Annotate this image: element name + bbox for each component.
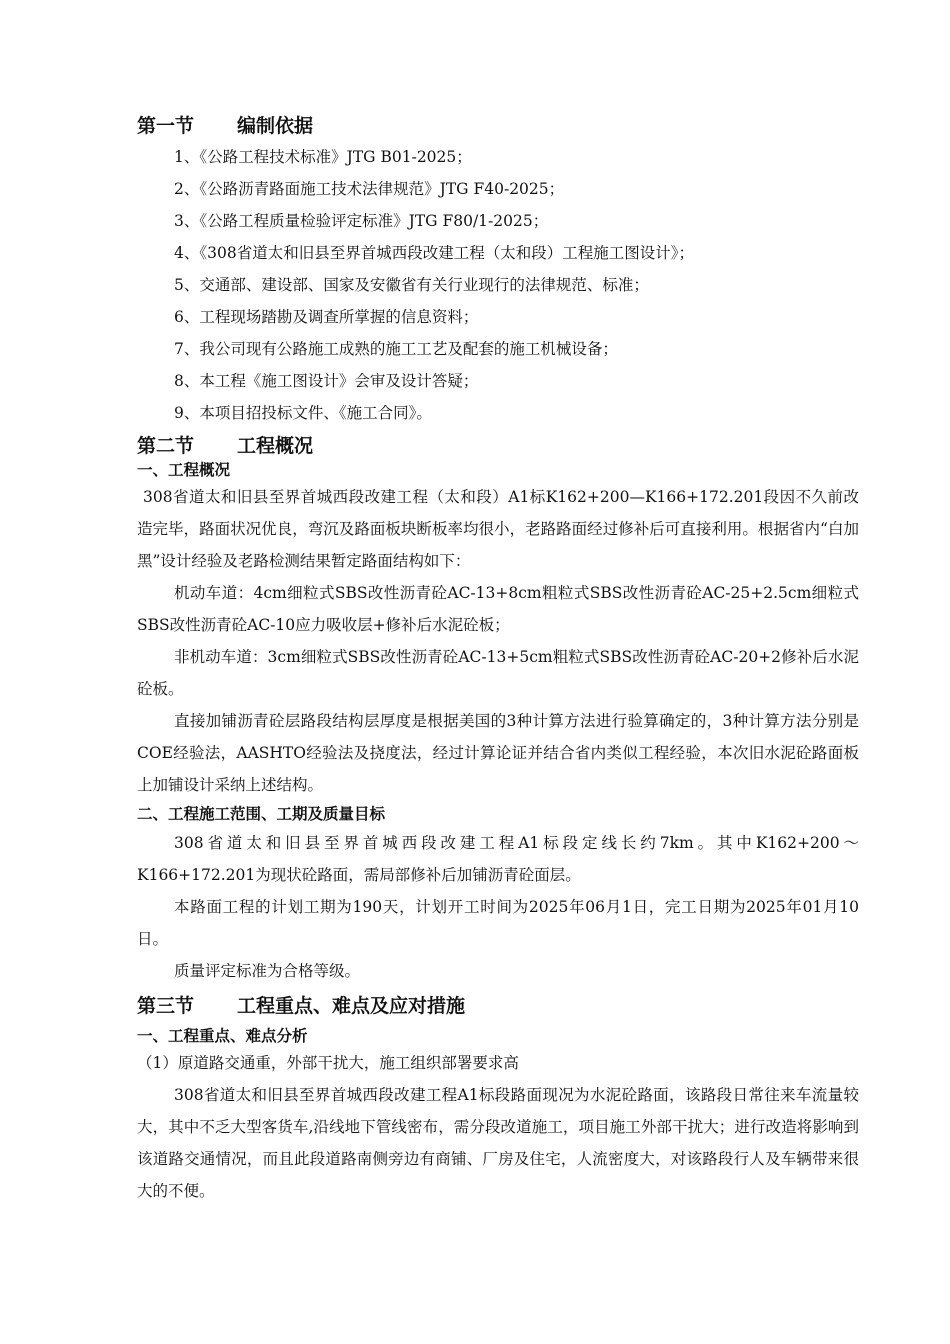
overview-paragraph-4: 直接加铺沥青砼层路段结构层厚度是根据美国的3种计算方法进行验算确定的，3种计算方法分别是COE经验法，AASHTO经验法及挠度法，经过计算论证并结合省内类似工程经验，本次旧水泥砼路面板上加铺设计采纳上述结构。 xyxy=(137,712,859,794)
scope-paragraph-2: 本路面工程的计划工期为190天，计划开工时间为2025年06月1日，完工日期为2025年01月10日。 xyxy=(137,898,859,948)
section-3-heading xyxy=(137,993,859,1019)
basis-item-2: 2、《公路沥青路面施工技术法律规范》JTG F40-2025； xyxy=(174,180,565,198)
section-2-number: 第二节 xyxy=(137,435,195,457)
section-3-title: 工程重点、难点及应对措施 xyxy=(237,995,466,1017)
difficulty-paragraph-1: 308省道太和旧县至界首城西段改建工程A1标段路面现况为水泥砼路面，该路段日常往来车流量较大，其中不乏大型客货车,沿线地下管线密布，需分段改道施工，项目施工外部干扰大；进行改造将影响到该道路交通情况，而且此段道路南侧旁边有商铺、厂房及住宅，人流密度大，对该路段行人及车辆带来很大的不便。 xyxy=(137,1086,859,1200)
basis-item-7: 7、我公司现有公路施工成熟的施工工艺及配套的施工机械设备； xyxy=(174,340,618,358)
basis-item-1: 1、《公路工程技术标准》JTG B01-2025； xyxy=(174,148,472,166)
basis-item-3: 3、《公路工程质量检验评定标准》JTG F80/1-2025； xyxy=(174,212,549,230)
scope-paragraph-3: 质量评定标准为合格等级。 xyxy=(174,962,361,980)
section-2-title: 工程概况 xyxy=(237,435,314,457)
overview-paragraph-3: 非机动车道：3cm细粒式SBS改性沥青砼AC-13+5cm粗粒式SBS改性沥青砼AC-20+2修补后水泥砼板。 xyxy=(137,648,859,698)
section-1-number: 第一节 xyxy=(137,115,195,137)
document-body xyxy=(137,113,859,1207)
overview-paragraph-2: 机动车道：4cm细粒式SBS改性沥青砼AC-13+8cm粗粒式SBS改性沥青砼AC-25+2.5cm细粒式SBS改性沥青砼AC-10应力吸收层+修补后水泥砼板； xyxy=(137,584,859,634)
basis-item-4: 4、《308省道太和旧县至界首城西段改建工程（太和段）工程施工图设计》； xyxy=(174,244,694,262)
section-2-heading xyxy=(137,433,859,459)
basis-item-5: 5、交通部、建设部、国家及安徽省有关行业现行的法律规范、标准； xyxy=(174,276,649,294)
section-3-number: 第三节 xyxy=(137,995,195,1017)
section-3-subheading-1: 一、工程重点、难点分析 xyxy=(137,1027,308,1045)
section-1-title: 编制依据 xyxy=(237,115,314,137)
section-1-heading xyxy=(137,113,859,139)
section-2-subheading-2: 二、工程施工范围、工期及质量目标 xyxy=(137,805,386,823)
basis-item-6: 6、工程现场踏勘及调查所掌握的信息资料； xyxy=(174,308,479,326)
overview-paragraph-1: 308省道太和旧县至界首城西段改建工程（太和段）A1标K162+200—K166+172.201段因不久前改造完毕，路面状况优良，弯沉及路面板块断板率均很小，老路路面经过修补后可直接利用。根据省内“白加黑”设计经验及老路检测结果暂定路面结构如下： xyxy=(137,488,859,570)
difficulty-item-1: （1）原道路交通重，外部干扰大，施工组织部署要求高 xyxy=(137,1054,519,1072)
basis-item-8: 8、本工程《施工图设计》会审及设计答疑； xyxy=(174,372,479,390)
scope-paragraph-1: 308省道太和旧县至界首城西段改建工程A1标段定线长约7km。其中K162+200～K166+172.201为现状砼路面，需局部修补后加铺沥青砼面层。 xyxy=(137,834,859,884)
section-2-subheading-1: 一、工程概况 xyxy=(137,461,231,479)
basis-item-9: 9、本项目招投标文件、《施工合同》。 xyxy=(174,404,432,422)
